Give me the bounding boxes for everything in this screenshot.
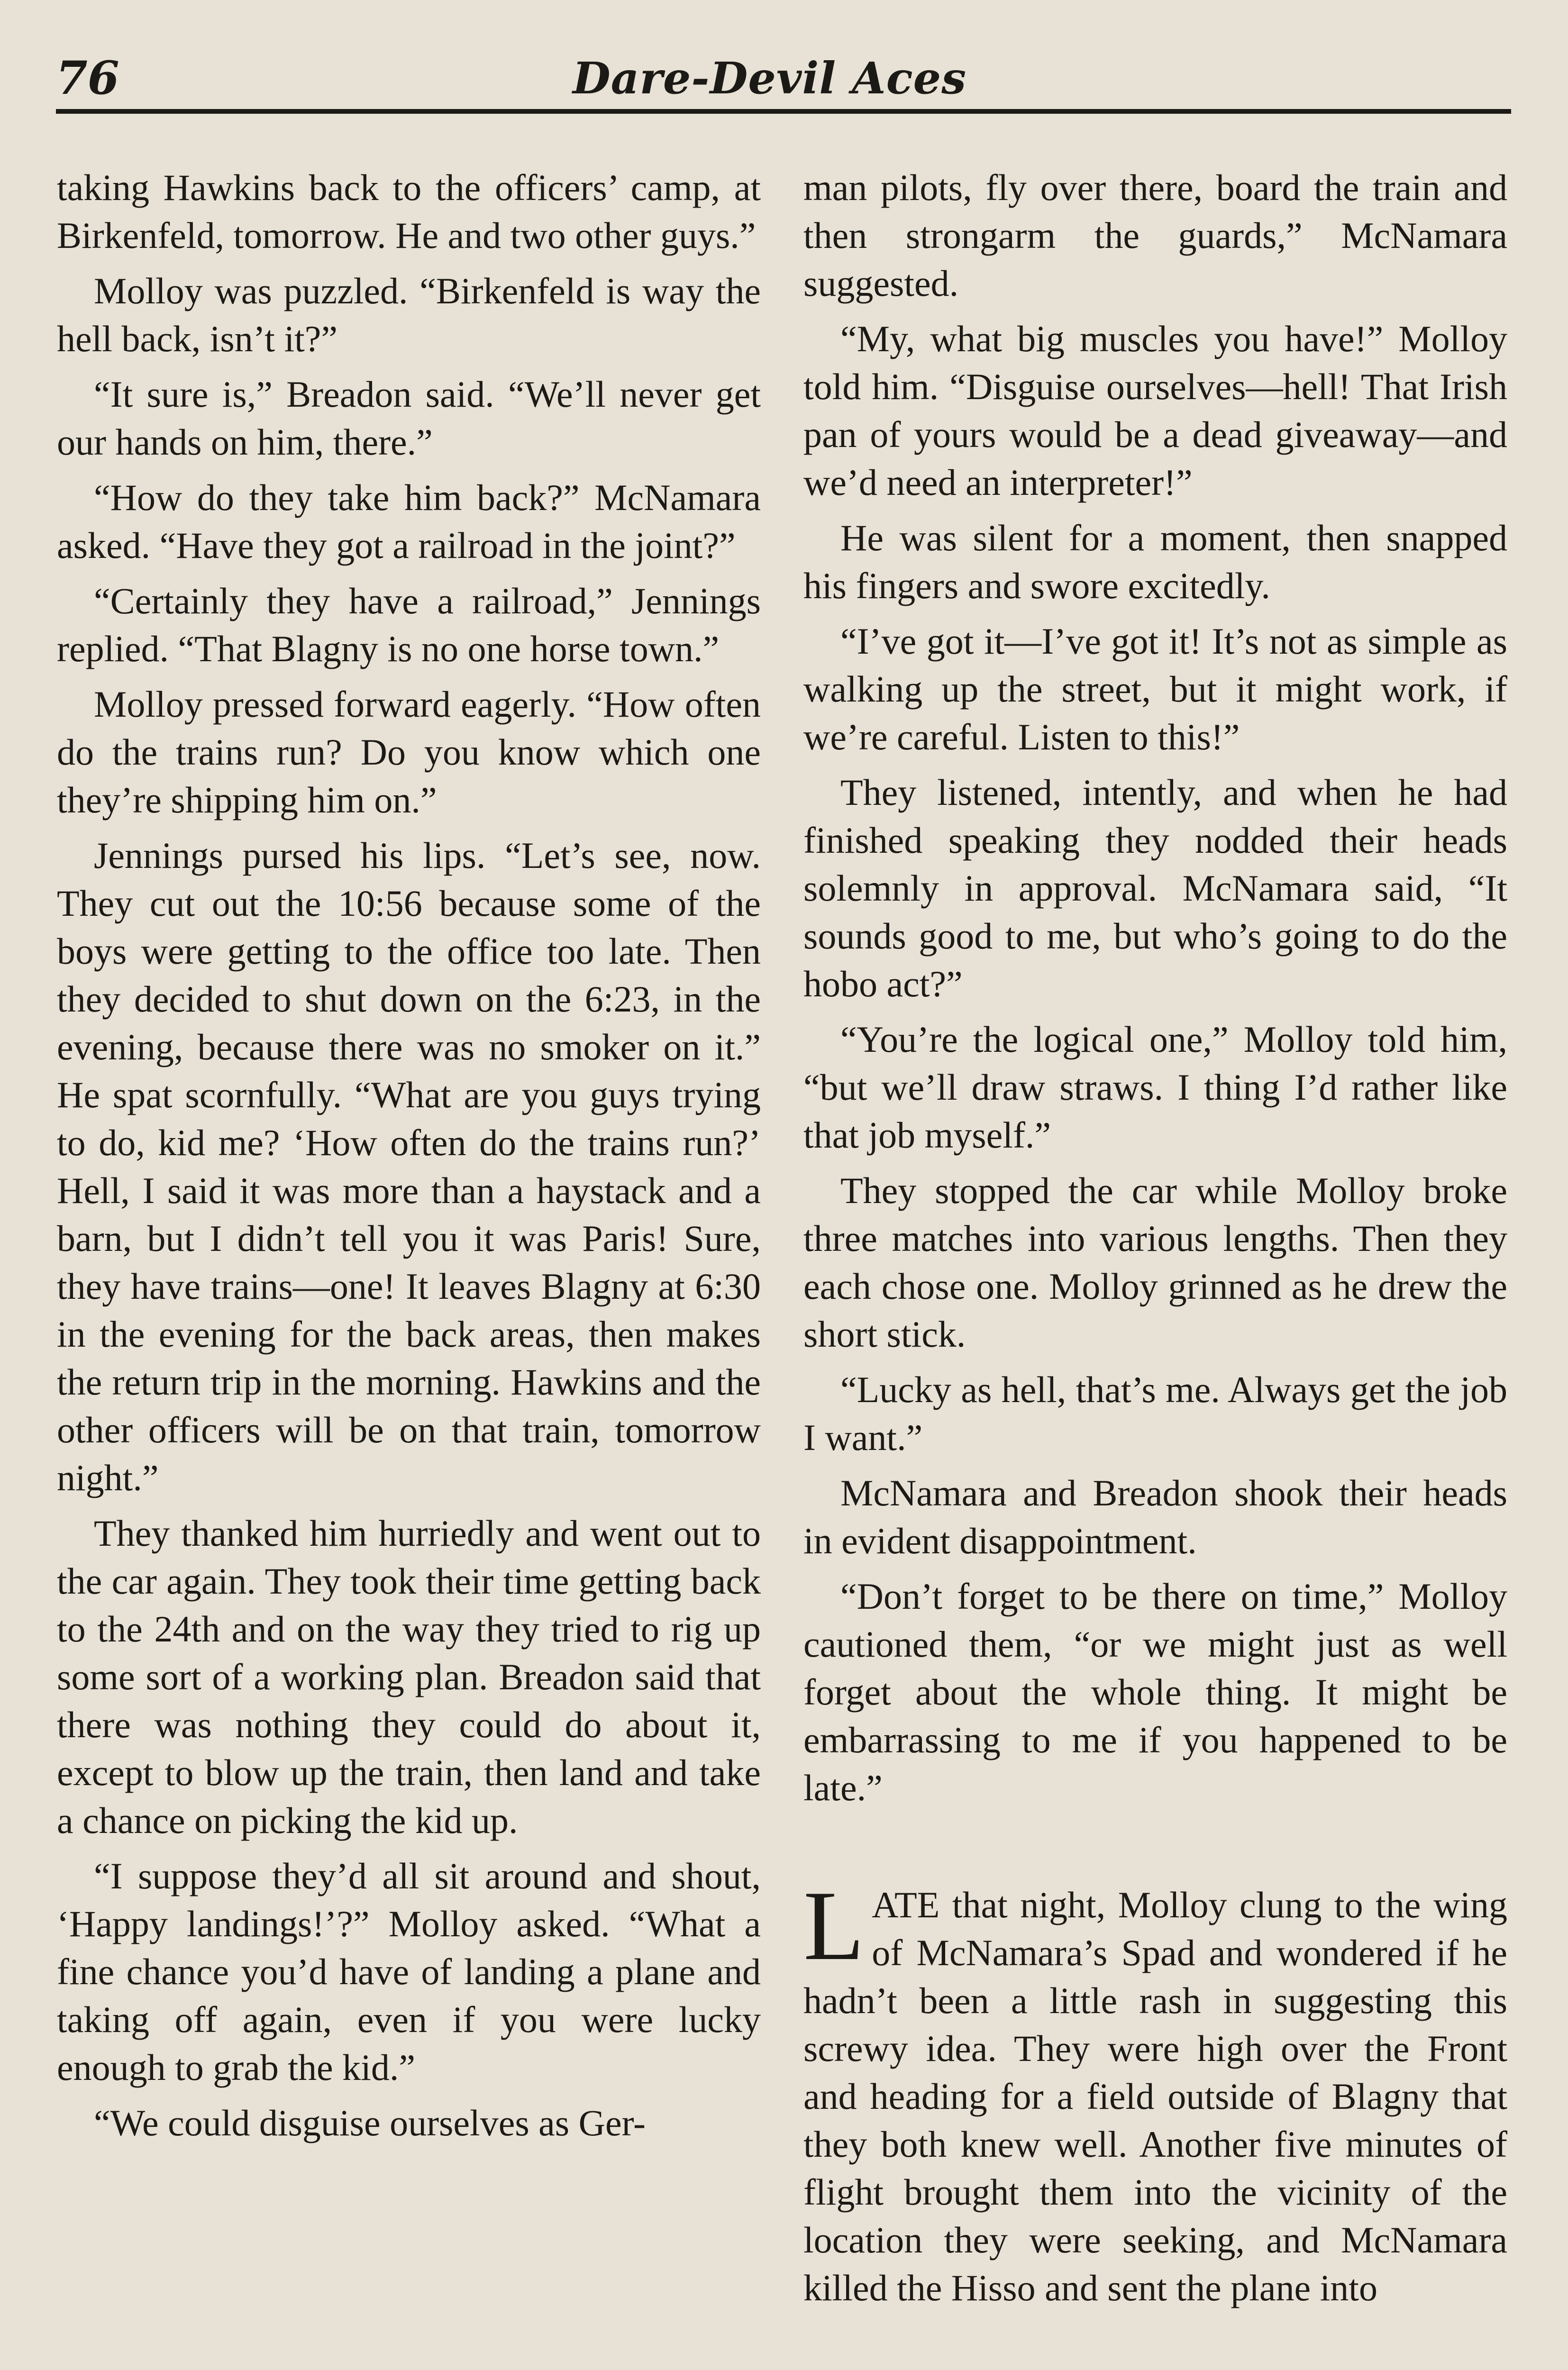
paragraph: “You’re the logical one,” Molloy told him, “but we’ll draw straws. I thing I’d rather like that job myself.” [803, 1019, 1507, 1156]
paragraph: McNamara and Breadon shook their heads in evident disappointment. [803, 1472, 1507, 1561]
paragraph: Molloy pressed forward eagerly. “How often do the trains run? Do you know which one they’re shipping him on.” [57, 684, 761, 820]
paragraph: He was silent for a moment, then snapped his fingers and swore excitedly. [803, 517, 1507, 606]
dropcap-paragraph [803, 1871, 1507, 2312]
paragraph: man pilots, fly over there, board the train and then strongarm the guards,” McNamara suggested. [803, 167, 1507, 304]
paragraph: taking Hawkins back to the officers’ camp, at Birkenfeld, tomorrow. He and two other guys.” [57, 167, 761, 256]
paragraph: “Lucky as hell, that’s me. Always get the job I want.” [803, 1369, 1507, 1458]
paragraph: “My, what big muscles you have!” Molloy told him. “Disguise ourselves—hell! That Irish pan of yours would be a dead giveaway—and we’d need an interpreter!” [803, 318, 1507, 503]
dropcap-paragraph-text: ATE that night, Molloy clung to the wing of McNamara’s Spad and wondered if he hadn’t been a little rash in suggesting this screwy idea. They were high over the Front and heading for a field outside of Blagny that they both knew well. Another five minutes of flight brought them into the vicinity of the location they were seeking, and McNamara killed the Hisso and sent the plane into [803, 1884, 1507, 2308]
paragraph: They stopped the car while Molloy broke three matches into various lengths. Then they each chose one. Molloy grinned as he drew the short stick. [803, 1170, 1507, 1355]
paragraph: Molloy was puzzled. “Birkenfeld is way the hell back, isn’t it?” [57, 270, 761, 359]
paragraph: “It sure is,” Breadon said. “We’ll never get our hands on him, there.” [57, 374, 761, 463]
paragraph: They thanked him hurriedly and went out to the car again. They took their time getting back to the 24th and on the way they tried to rig up some sort of a working plan. Breadon said that there was nothing they could do about it, except to blow up the train, then land and take a chance on picking the kid up. [57, 1513, 761, 1841]
paragraph: “We could disguise ourselves as Ger- [94, 2102, 646, 2143]
left-column [57, 164, 761, 2154]
section-break [803, 1819, 1507, 1881]
paragraph: “I’ve got it—I’ve got it! It’s not as simple as walking up the street, but it might work, if we’re careful. Listen to this!” [803, 620, 1507, 757]
magazine-title: Dare-Devil Aces [573, 53, 967, 104]
paragraph: “How do they take him back?” McNamara asked. “Have they got a railroad in the joint?” [57, 477, 761, 566]
paragraph: They listened, intently, and when he had finished speaking they nodded their heads solemnly in approval. McNamara said, “It sounds good to me, but who’s going to do the hobo act?” [803, 772, 1507, 1004]
paragraph: “Don’t forget to be there on time,” Molloy cautioned them, “or we might just as well forget about the whole thing. It might be embarrassing to me if you happened to be late.” [803, 1576, 1507, 1808]
paragraph: Jennings pursed his lips. “Let’s see, now. They cut out the 10:56 because some of the boys were getting to the office too late. Then they decided to shut down on the 6:23, in the evening, because there was no smoker on it.” He spat scornfully. “What are you guys trying to do, kid me? ‘How often do the trains run?’ Hell, I said it was more than a haystack and a barn, but I didn’t tell you it was Paris! Sure, they have trains—one! It leaves Blagny at 6:30 in the evening for the back areas, then makes the return trip in the morning. Hawkins and the other officers will be on that train, tomorrow night.” [57, 835, 761, 1498]
drop-cap: L [803, 1871, 865, 1981]
paragraph: “I suppose they’d all sit around and shout, ‘Happy landings!’?” Molloy asked. “What a fine chance you’d have of landing a plane and taking off again, even if you were lucky enough to grab the kid.” [57, 1855, 761, 2088]
page-header [56, 47, 1511, 114]
paragraph: “Certainly they have a railroad,” Jennings replied. “That Blagny is no one horse town.” [57, 580, 761, 669]
right-column [803, 164, 1507, 2319]
page-number: 76 [56, 51, 119, 105]
